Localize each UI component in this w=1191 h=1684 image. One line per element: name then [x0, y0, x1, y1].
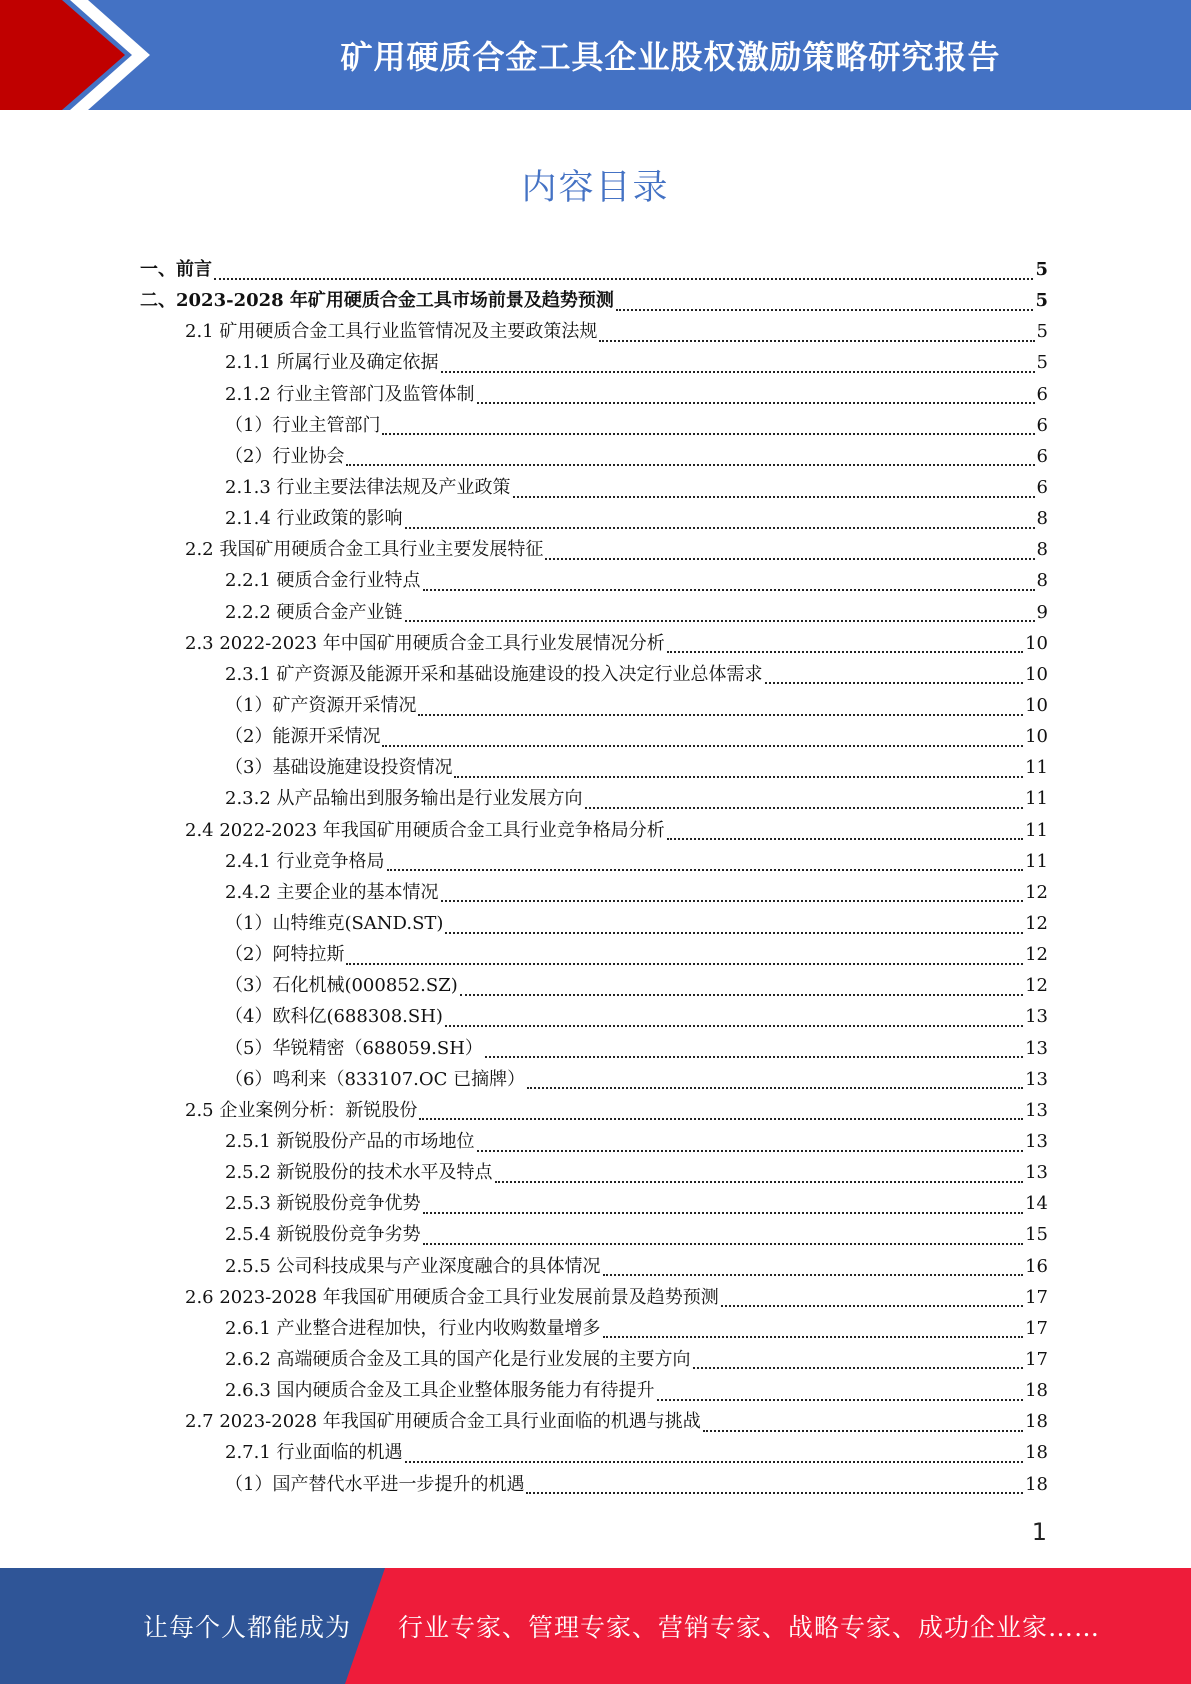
- toc-entry[interactable]: [140, 503, 1048, 534]
- toc-entry[interactable]: [140, 1406, 1048, 1437]
- toc-entry-page: 17: [1025, 1286, 1048, 1308]
- toc-entry-page: 6: [1036, 383, 1048, 405]
- toc-entry-page: 6: [1036, 445, 1048, 467]
- toc-leader-dots: [419, 1110, 1023, 1120]
- toc-entry-label: （4）欧科亿(688308.SH): [225, 1006, 443, 1028]
- toc-leader-dots: [418, 706, 1023, 716]
- toc-leader-dots: [721, 1297, 1023, 1307]
- toc-entry-label: 2.5.3 新锐股份竞争优势: [225, 1193, 421, 1215]
- toc-leader-dots: [477, 394, 1035, 404]
- toc-entry-page: 8: [1036, 539, 1048, 561]
- toc-entry-page: 9: [1036, 601, 1048, 623]
- toc-leader-dots: [513, 488, 1035, 498]
- toc-entry-page: 10: [1025, 726, 1048, 748]
- toc-leader-dots: [765, 674, 1024, 684]
- toc-entry[interactable]: [140, 877, 1048, 908]
- toc-entry-page: 18: [1025, 1380, 1048, 1402]
- toc-leader-dots: [495, 1173, 1024, 1183]
- toc-entry-label: 2.5.2 新锐股份的技术水平及特点: [225, 1162, 493, 1184]
- toc-entry[interactable]: [140, 970, 1048, 1001]
- page-footer: [0, 1568, 1191, 1684]
- toc-entry[interactable]: [140, 1188, 1048, 1219]
- toc-entry[interactable]: [140, 597, 1048, 628]
- table-of-contents: [140, 254, 1048, 1500]
- toc-leader-dots: [445, 924, 1023, 934]
- toc-entry[interactable]: [140, 1157, 1048, 1188]
- toc-leader-dots: [405, 612, 1035, 622]
- toc-entry-label: 2.4.2 主要企业的基本情况: [225, 881, 439, 903]
- toc-entry-page: 10: [1025, 632, 1048, 654]
- toc-leader-dots: [214, 270, 1033, 280]
- toc-entry-label: （1）矿产资源开采情况: [225, 695, 417, 717]
- toc-entry-label: 2.7.1 行业面临的机遇: [225, 1442, 403, 1464]
- toc-entry-label: 2.5.1 新锐股份产品的市场地位: [225, 1131, 475, 1152]
- toc-leader-dots: [405, 1453, 1024, 1463]
- toc-entry-page: 11: [1025, 850, 1048, 872]
- toc-entry-page: 11: [1025, 757, 1048, 779]
- toc-entry-page: 10: [1025, 663, 1048, 685]
- toc-entry[interactable]: [140, 1033, 1048, 1064]
- toc-entry-label: 2.4.1 行业竞争格局: [225, 850, 385, 872]
- toc-entry-label: 2.3 2022-2023 年中国矿用硬质合金工具行业发展情况分析: [185, 632, 665, 654]
- toc-entry[interactable]: [140, 1468, 1048, 1499]
- toc-leader-dots: [441, 892, 1024, 902]
- toc-entry-label: 2.6 2023-2028 年我国矿用硬质合金工具行业发展前景及趋势预测: [185, 1286, 719, 1308]
- toc-entry-label: 2.5.5 公司科技成果与产业深度融合的具体情况: [225, 1255, 601, 1277]
- toc-entry[interactable]: [140, 628, 1048, 659]
- page-header: [0, 0, 1191, 110]
- toc-entry[interactable]: [140, 1375, 1048, 1406]
- toc-entry[interactable]: [140, 783, 1048, 814]
- toc-leader-dots: [423, 581, 1035, 591]
- toc-entry-label: （3）石化机械(000852.SZ): [225, 975, 458, 997]
- toc-entry-page: 18: [1025, 1411, 1048, 1433]
- toc-leader-dots: [703, 1422, 1023, 1432]
- toc-leader-dots: [477, 1142, 1024, 1152]
- toc-entry[interactable]: [140, 1126, 1048, 1157]
- toc-entry-label: 2.2.2 硬质合金产业链: [225, 601, 403, 623]
- toc-entry-page: 13: [1025, 1131, 1048, 1152]
- toc-entry-label: 2.7 2023-2028 年我国矿用硬质合金工具行业面临的机遇与挑战: [185, 1411, 701, 1433]
- toc-entry-label: 2.6.3 国内硬质合金及工具企业整体服务能力有待提升: [225, 1380, 655, 1402]
- toc-entry-page: 11: [1025, 819, 1048, 841]
- toc-entry[interactable]: [140, 1344, 1048, 1375]
- toc-entry-page: 17: [1025, 1317, 1048, 1339]
- toc-entry[interactable]: [140, 846, 1048, 877]
- toc-entry-label: （1）国产替代水平进一步提升的机遇: [225, 1473, 525, 1495]
- toc-entry[interactable]: [140, 379, 1048, 410]
- toc-entry-label: 2.1.1 所属行业及确定依据: [225, 352, 439, 374]
- toc-entry-label: （6）鸣利来（833107.OC 已摘牌）: [225, 1068, 526, 1090]
- toc-entry[interactable]: [140, 659, 1048, 690]
- page-number: 1: [1031, 1518, 1047, 1546]
- toc-leader-dots: [382, 425, 1034, 435]
- toc-entry-page: 13: [1025, 1099, 1048, 1121]
- toc-entry-label: 2.1.2 行业主管部门及监管体制: [225, 383, 475, 405]
- toc-entry-page: 5: [1036, 352, 1048, 374]
- toc-entry-label: 2.2.1 硬质合金行业特点: [225, 570, 421, 592]
- toc-entry[interactable]: [140, 534, 1048, 565]
- footer-slogan-left: 让每个人都能成为: [143, 1613, 352, 1642]
- toc-entry[interactable]: [140, 752, 1048, 783]
- toc-entry-label: 2.3.2 从产品输出到服务输出是行业发展方向: [225, 788, 583, 810]
- toc-entry-page: 6: [1036, 414, 1048, 436]
- toc-entry-page: 18: [1025, 1442, 1048, 1464]
- toc-entry-page: 5: [1035, 290, 1048, 312]
- toc-entry-label: （3）基础设施建设投资情况: [225, 757, 453, 779]
- toc-entry-page: 17: [1025, 1348, 1048, 1370]
- toc-leader-dots: [585, 799, 1024, 809]
- toc-entry-label: 2.4 2022-2023 年我国矿用硬质合金工具行业竞争格局分析: [185, 819, 665, 841]
- toc-entry[interactable]: [140, 815, 1048, 846]
- report-title: 矿用硬质合金工具企业股权激励策略研究报告: [340, 38, 1001, 76]
- toc-entry-page: 12: [1025, 944, 1048, 966]
- toc-leader-dots: [346, 955, 1023, 965]
- toc-entry-page: 6: [1036, 477, 1048, 499]
- toc-entry[interactable]: [140, 410, 1048, 441]
- toc-leader-dots: [667, 643, 1023, 653]
- toc-entry-label: 2.1.3 行业主要法律法规及产业政策: [225, 477, 511, 499]
- toc-entry-label: 2.5 企业案例分析：新锐股份: [185, 1099, 418, 1121]
- toc-leader-dots: [441, 363, 1035, 373]
- toc-entry[interactable]: [140, 472, 1048, 503]
- toc-entry-label: 一、前言: [140, 259, 212, 281]
- toc-entry-page: 10: [1025, 695, 1048, 717]
- toc-leader-dots: [693, 1359, 1024, 1369]
- toc-leader-dots: [423, 1204, 1024, 1214]
- toc-entry-label: 2.3.1 矿产资源及能源开采和基础设施建设的投入决定行业总体需求: [225, 663, 763, 685]
- toc-entry-page: 12: [1025, 881, 1048, 903]
- footer-slogan-right: 行业专家、管理专家、营销专家、战略专家、成功企业家……: [398, 1613, 1101, 1642]
- toc-leader-dots: [387, 861, 1024, 871]
- toc-leader-dots: [405, 519, 1035, 529]
- toc-entry[interactable]: [140, 347, 1048, 378]
- toc-leader-dots: [382, 737, 1023, 747]
- toc-entry-label: 2.2 我国矿用硬质合金工具行业主要发展特征: [185, 539, 544, 561]
- toc-leader-dots: [657, 1391, 1024, 1401]
- toc-entry-page: 15: [1025, 1224, 1048, 1246]
- toc-entry-page: 11: [1025, 788, 1048, 810]
- toc-leader-dots: [599, 332, 1034, 342]
- toc-entry-page: 13: [1025, 1037, 1048, 1059]
- toc-entry[interactable]: [140, 1313, 1048, 1344]
- toc-entry[interactable]: [140, 565, 1048, 596]
- toc-entry[interactable]: [140, 1282, 1048, 1313]
- toc-entry-label: （1）行业主管部门: [225, 414, 381, 436]
- toc-entry[interactable]: [140, 1095, 1048, 1126]
- toc-entry-page: 8: [1036, 508, 1048, 530]
- toc-entry[interactable]: [140, 1001, 1048, 1032]
- toc-entry[interactable]: [140, 1437, 1048, 1468]
- toc-entry[interactable]: [140, 908, 1048, 939]
- toc-entry-label: （2）行业协会: [225, 445, 345, 467]
- toc-entry-label: （5）华锐精密（688059.SH）: [225, 1037, 483, 1059]
- toc-entry[interactable]: [140, 1251, 1048, 1282]
- toc-entry-label: 二、2023-2028 年矿用硬质合金工具市场前景及趋势预测: [140, 290, 614, 312]
- toc-entry-page: 18: [1025, 1473, 1048, 1495]
- toc-entry-label: 2.5.4 新锐股份竞争劣势: [225, 1224, 421, 1246]
- toc-leader-dots: [423, 1235, 1024, 1245]
- toc-entry-label: （2）阿特拉斯: [225, 944, 345, 966]
- toc-entry-page: 5: [1036, 321, 1048, 343]
- toc-leader-dots: [445, 1017, 1023, 1027]
- toc-entry[interactable]: [140, 939, 1048, 970]
- toc-entry[interactable]: [140, 1219, 1048, 1250]
- toc-entry[interactable]: [140, 690, 1048, 721]
- toc-entry-page: 13: [1025, 1006, 1048, 1028]
- toc-leader-dots: [616, 301, 1034, 311]
- toc-leader-dots: [526, 1484, 1023, 1494]
- toc-entry-page: 12: [1025, 913, 1048, 935]
- toc-entry-label: 2.6.1 产业整合进程加快，行业内收购数量增多: [225, 1317, 601, 1339]
- toc-entry-page: 8: [1036, 570, 1048, 592]
- toc-entry-label: （2）能源开采情况: [225, 726, 381, 748]
- toc-leader-dots: [527, 1079, 1023, 1089]
- toc-entry-page: 14: [1025, 1193, 1048, 1215]
- toc-entry[interactable]: [140, 316, 1048, 347]
- toc-entry-page: 16: [1025, 1255, 1048, 1277]
- toc-entry[interactable]: [140, 285, 1048, 316]
- toc-entry-page: 13: [1025, 1162, 1048, 1184]
- toc-entry-label: （1）山特维克(SAND.ST): [225, 913, 444, 935]
- toc-leader-dots: [545, 550, 1034, 560]
- toc-heading: 内容目录: [521, 168, 670, 208]
- toc-entry[interactable]: [140, 1064, 1048, 1095]
- toc-leader-dots: [603, 1266, 1024, 1276]
- toc-entry[interactable]: [140, 721, 1048, 752]
- toc-entry-page: 5: [1035, 259, 1048, 281]
- toc-entry[interactable]: [140, 254, 1048, 285]
- toc-entry-page: 12: [1025, 975, 1048, 997]
- toc-entry-label: 2.1.4 行业政策的影响: [225, 508, 403, 530]
- toc-entry-page: 13: [1025, 1068, 1048, 1090]
- toc-leader-dots: [460, 986, 1023, 996]
- toc-leader-dots: [485, 1048, 1023, 1058]
- toc-leader-dots: [667, 830, 1023, 840]
- toc-entry-label: 2.6.2 高端硬质合金及工具的国产化是行业发展的主要方向: [225, 1348, 691, 1370]
- toc-entry-label: 2.1 矿用硬质合金工具行业监管情况及主要政策法规: [185, 321, 598, 343]
- toc-leader-dots: [454, 768, 1023, 778]
- toc-entry[interactable]: [140, 441, 1048, 472]
- toc-leader-dots: [603, 1328, 1024, 1338]
- toc-leader-dots: [346, 456, 1034, 466]
